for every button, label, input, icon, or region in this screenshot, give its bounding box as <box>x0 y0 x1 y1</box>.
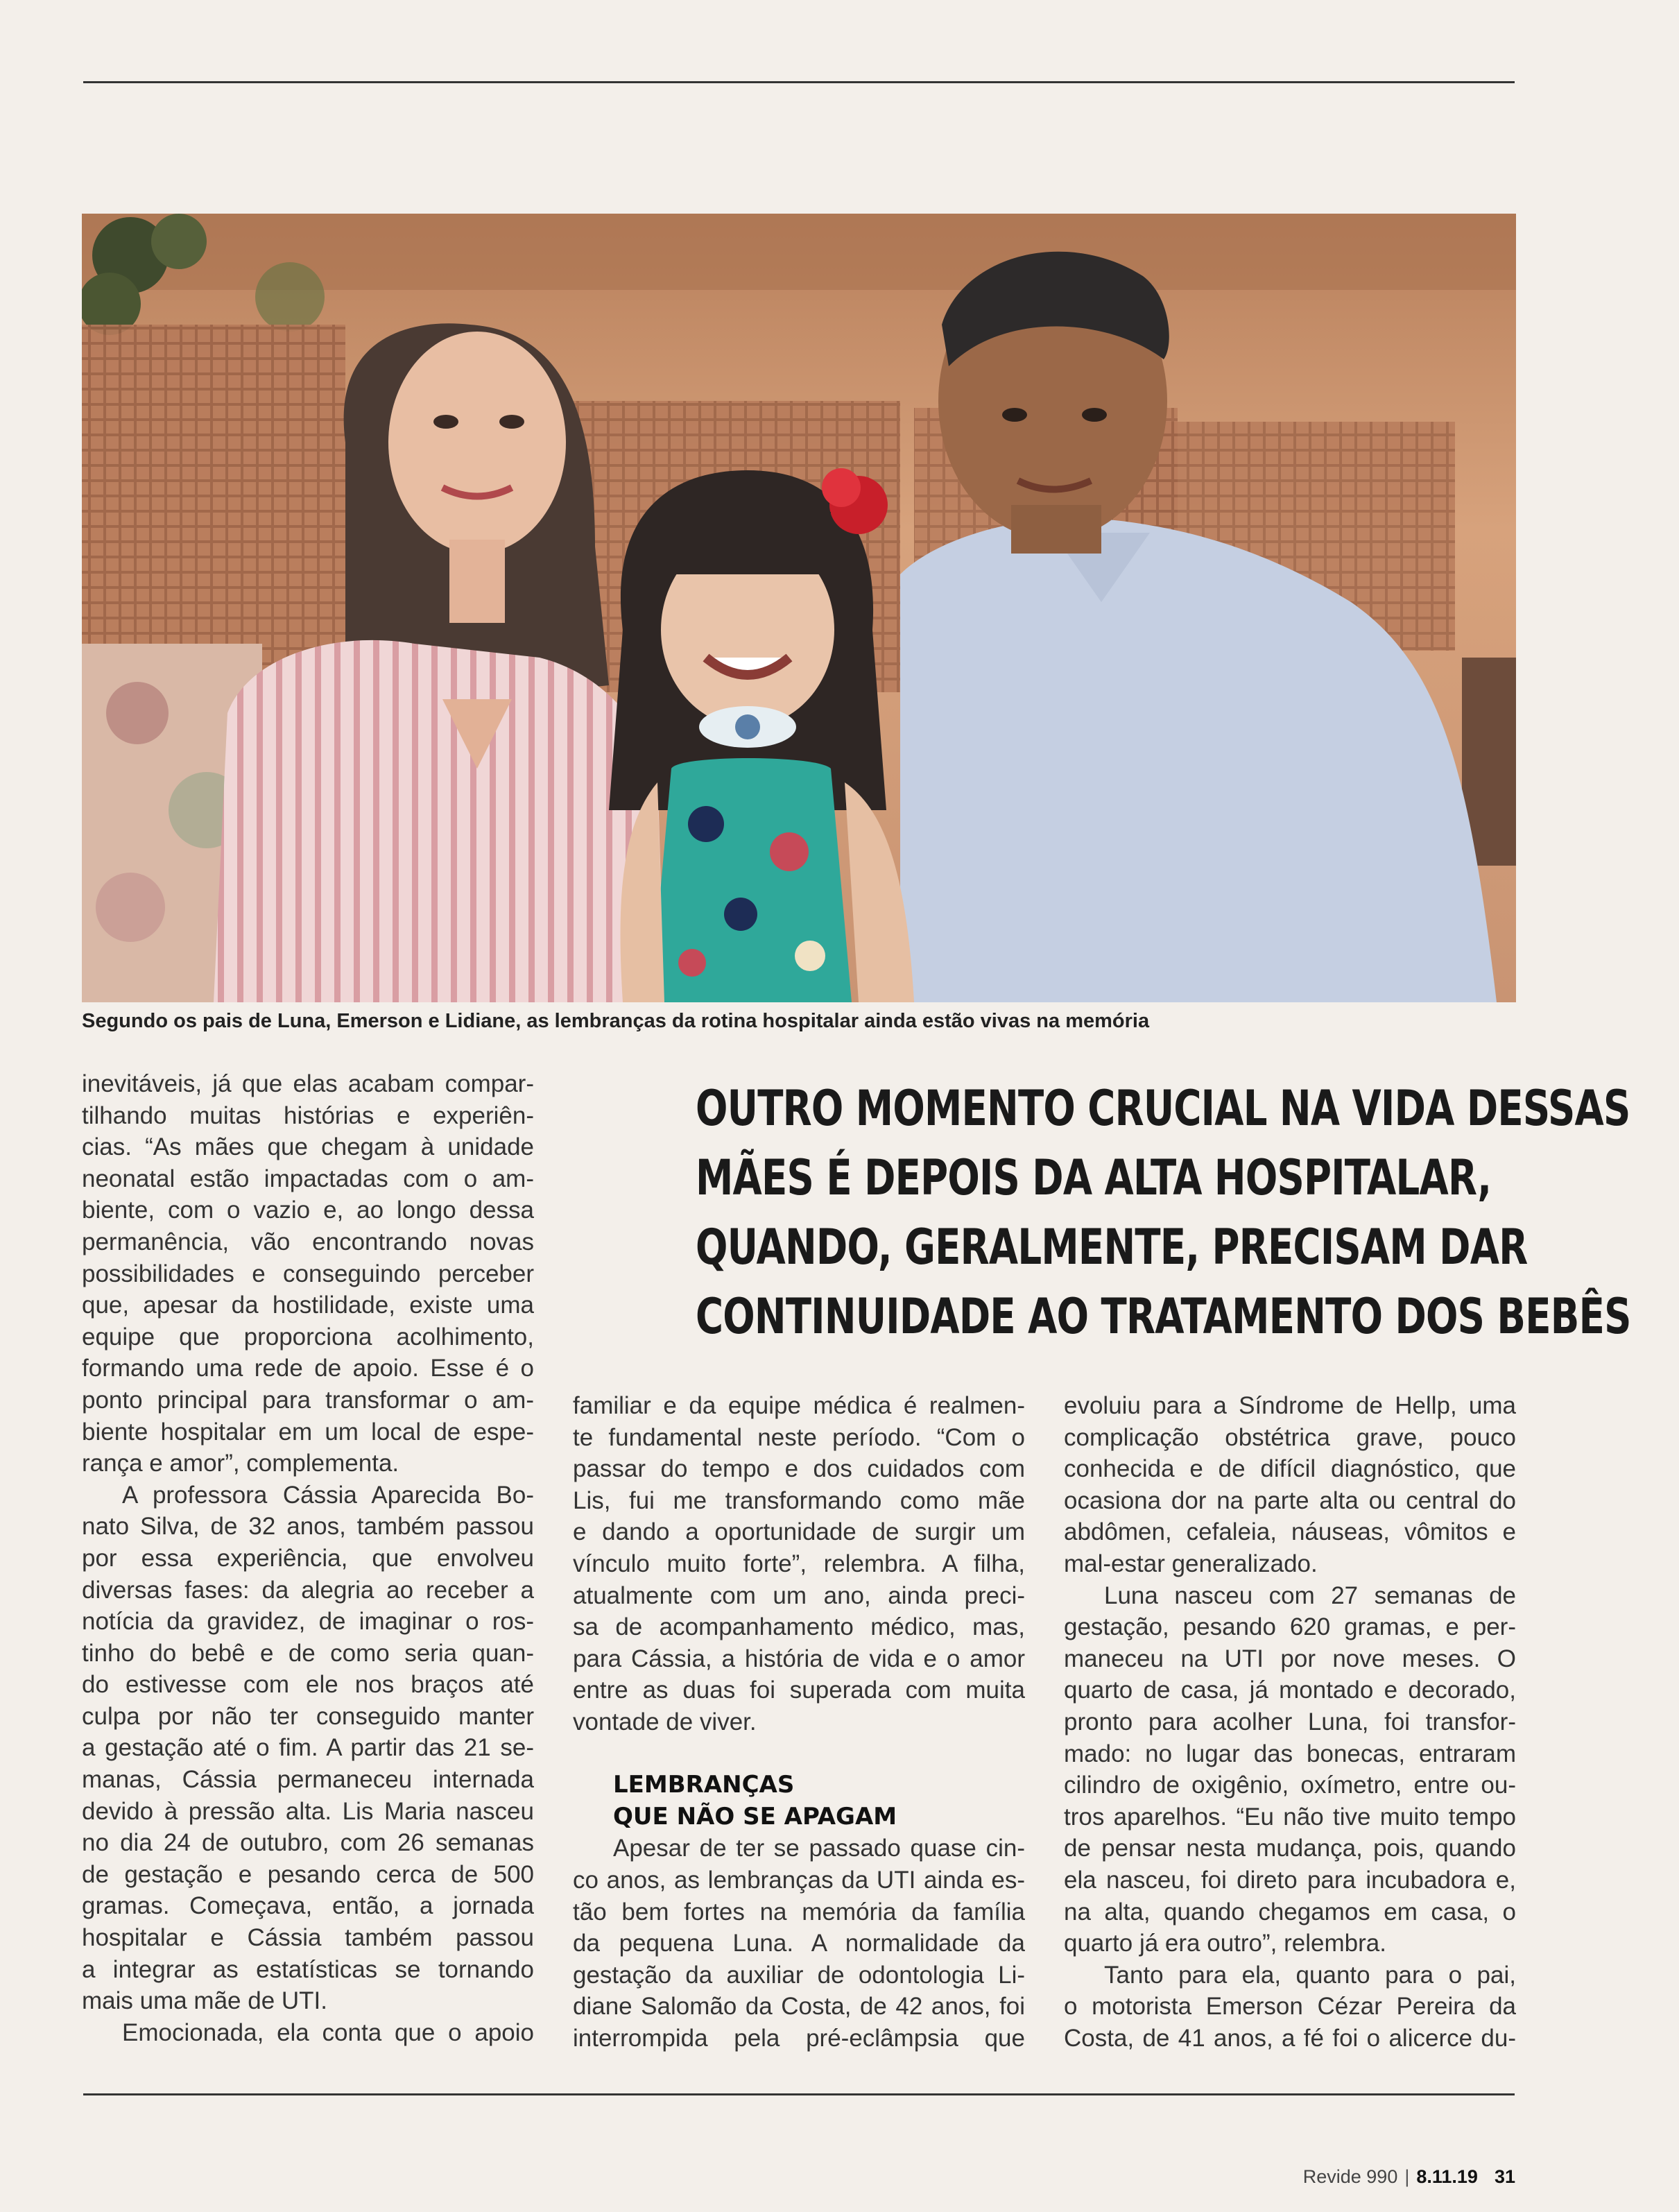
text-line: vínculo muito forte”, relembra. A filha, <box>573 1550 1025 1577</box>
text-line: pronto para acolher Luna, foi transfor- <box>1064 1708 1516 1735</box>
text-line: biente hospitalar em um local de espe- <box>82 1418 534 1446</box>
text-line: Tanto para ela, quanto para o pai, <box>1104 1961 1516 1989</box>
text-line: cilindro de oxigênio, oxímetro, entre ou- <box>1064 1772 1516 1799</box>
text-line: notícia da gravidez, de imaginar o ros- <box>82 1608 534 1636</box>
text-line: biente, com o vazio e, ao longo dessa <box>82 1197 534 1224</box>
text-line: da pequena Luna. A normalidade da <box>573 1930 1025 1957</box>
text-line: de pensar nesta mudança, pois, quando <box>1064 1835 1516 1862</box>
text-line: interrompida pela pré-eclâmpsia que <box>573 2024 1025 2052</box>
text-line: o motorista Emerson Cézar Pereira da <box>1064 1993 1516 2021</box>
text-line: conhecida e de difícil diagnóstico, que <box>1064 1455 1516 1483</box>
bottom-rule <box>83 2093 1515 2095</box>
text-line: quarto já era outro”, relembra. <box>1064 1930 1386 1957</box>
text-line: mal-estar generalizado. <box>1064 1550 1318 1577</box>
text-line: tilhando muitas histórias e experiên- <box>82 1101 534 1129</box>
text-line: tão bem fortes na memória da família <box>573 1898 1025 1926</box>
text-line: neonatal estão impactadas com o am- <box>82 1165 534 1192</box>
pull-quote-line: MÃES É DEPOIS DA ALTA HOSPITALAR, <box>696 1149 1492 1206</box>
text-line: quarto de casa, já montado e decorado, <box>1064 1677 1516 1704</box>
text-line: nato Silva, de 32 anos, também passou <box>82 1513 534 1541</box>
text-line: familiar e da equipe médica é realmen- <box>573 1392 1025 1419</box>
text-line: entre as duas foi superada com muita <box>573 1677 1025 1704</box>
text-line: no dia 24 de outubro, com 26 semanas <box>82 1829 534 1857</box>
magazine-name: Revide 990 <box>1302 2166 1398 2187</box>
text-line: culpa por não ter conseguido manter <box>82 1702 534 1730</box>
text-line: devido à pressão alta. Lis Maria nasceu <box>82 1797 534 1825</box>
article-column-2 <box>573 1390 1025 2054</box>
text-line: mais uma mãe de UTI. <box>82 1987 327 2015</box>
text-line: abdômen, cefaleia, náuseas, vômitos e <box>1064 1518 1516 1546</box>
text-line: Lis, fui me transformando como mãe <box>573 1486 1025 1514</box>
text-line: inevitáveis, já que elas acabam compar- <box>82 1070 534 1097</box>
pull-quote-line: CONTINUIDADE AO TRATAMENTO DOS BEBÊS <box>696 1288 1631 1345</box>
text-line: formando uma rede de apoio. Esse é o <box>82 1355 534 1382</box>
footer-separator: | <box>1404 2166 1410 2187</box>
page-number: 31 <box>1494 2166 1515 2187</box>
text-line: manas, Cássia permaneceu internada <box>82 1766 534 1794</box>
pull-quote-line: QUANDO, GERALMENTE, PRECISAM DAR <box>696 1219 1528 1276</box>
article-column-1 <box>82 1068 534 2048</box>
text-line: a integrar as estatísticas se tornando <box>82 1955 534 1983</box>
text-line: rança e amor”, complementa. <box>82 1450 399 1477</box>
family-photo <box>82 214 1516 1002</box>
text-line: gramas. Começava, então, a jornada <box>82 1892 534 1920</box>
text-line: Luna nasceu com 27 semanas de <box>1104 1581 1516 1609</box>
issue-date: 8.11.19 <box>1416 2166 1478 2187</box>
text-line: para Cássia, a história de vida e o amor <box>573 1645 1025 1672</box>
text-line: maneceu na UTI por nove meses. O <box>1064 1645 1516 1672</box>
text-line: Emocionada, ela conta que o apoio <box>122 2018 534 2046</box>
text-line: sa de acompanhamento médico, mas, <box>573 1613 1025 1641</box>
pull-quote <box>696 1074 1631 1351</box>
text-line: passar do tempo e dos cuidados com <box>573 1455 1025 1483</box>
text-line: e dando a oportunidade de surgir um <box>573 1518 1025 1546</box>
subheading-line: LEMBRANÇAS <box>613 1771 795 1799</box>
text-line: co anos, as lembranças da UTI ainda es- <box>573 1866 1025 1894</box>
text-line: tros aparelhos. “Eu não tive muito tempo <box>1064 1803 1516 1831</box>
text-line: do estivesse com ele nos braços até <box>82 1671 534 1699</box>
page-footer <box>1303 2164 1515 2189</box>
text-line: a gestação até o fim. A partir das 21 se- <box>82 1734 534 1762</box>
text-line: que, apesar da hostilidade, existe uma <box>82 1292 534 1319</box>
text-line: ela nasceu, foi direto para incubadora e, <box>1064 1866 1516 1894</box>
text-line: possibilidades e conseguindo perceber <box>82 1260 534 1287</box>
text-line: te fundamental neste período. “Com o <box>573 1423 1025 1451</box>
text-line: de gestação e pesando cerca de 500 <box>82 1860 534 1888</box>
top-rule <box>83 81 1515 83</box>
text-line: Apesar de ter se passado quase cin- <box>613 1835 1025 1862</box>
text-line: por essa experiência, que envolveu <box>82 1544 534 1572</box>
text-line: diane Salomão da Costa, de 42 anos, foi <box>573 1993 1025 2021</box>
photo-caption: Segundo os pais de Luna, Emerson e Lidiane, as lembranças da rotina hospitalar ainda estão vivas na memória <box>82 1010 1150 1032</box>
subheading-line: QUE NÃO SE APAGAM <box>613 1802 897 1831</box>
text-line: A professora Cássia Aparecida Bo- <box>122 1481 534 1509</box>
text-line: vontade de viver. <box>573 1708 757 1735</box>
text-line: ocasiona dor na parte alta ou central do <box>1064 1486 1516 1514</box>
text-line: complicação obstétrica grave, pouco <box>1064 1423 1516 1451</box>
text-line: equipe que proporciona acolhimento, <box>82 1323 534 1351</box>
text-line: permanência, vão encontrando novas <box>82 1228 534 1255</box>
text-line: na alta, quando chegamos em casa, o <box>1064 1898 1516 1926</box>
spacer <box>573 1738 1025 1770</box>
text-line: mado: no lugar das bonecas, entraram <box>1064 1740 1516 1767</box>
text-line: atualmente com um ano, ainda preci- <box>573 1581 1025 1609</box>
text-line: Costa, de 41 anos, a fé foi o alicerce du- <box>1064 2024 1516 2052</box>
text-line: gestação da auxiliar de odontologia Li- <box>573 1961 1025 1989</box>
article-column-3 <box>1064 1390 1516 2054</box>
text-line: tinho do bebê e de como seria quan- <box>82 1639 534 1667</box>
text-line: diversas fases: da alegria ao receber a <box>82 1576 534 1604</box>
text-line: evoluiu para a Síndrome de Hellp, uma <box>1064 1392 1516 1419</box>
text-line: cias. “As mães que chegam à unidade <box>82 1133 534 1161</box>
text-line: gestação, pesando 620 gramas, e per- <box>1064 1613 1516 1641</box>
text-line: hospitalar e Cássia também passou <box>82 1924 534 1952</box>
text-line: ponto principal para transformar o am- <box>82 1386 534 1414</box>
pull-quote-line: OUTRO MOMENTO CRUCIAL NA VIDA DESSAS <box>696 1080 1630 1137</box>
